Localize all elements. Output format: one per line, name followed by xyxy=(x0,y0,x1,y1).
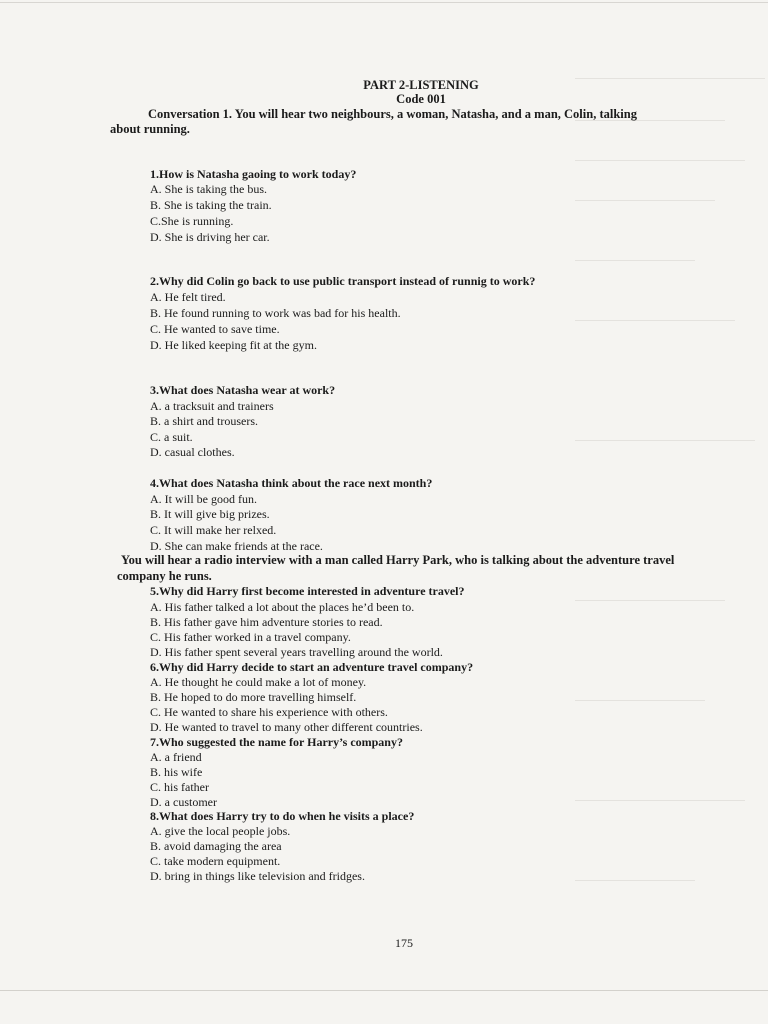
option-5c: C. His father worked in a travel company. xyxy=(150,630,351,644)
option-2a: A. He felt tired. xyxy=(150,290,226,304)
option-3c: C. a suit. xyxy=(150,430,193,444)
bottom-edge-line xyxy=(0,990,768,991)
option-3b: B. a shirt and trousers. xyxy=(150,414,258,428)
interview-intro: You will hear a radio interview with a man called Harry Park, who is talking about the adventure travel xyxy=(121,553,675,567)
option-5b: B. His father gave him adventure stories to read. xyxy=(150,615,383,629)
bleed-through-line xyxy=(575,200,715,201)
bleed-through-line xyxy=(575,260,695,261)
test-code: Code 001 xyxy=(396,92,446,106)
page-title: PART 2-LISTENING xyxy=(363,78,479,92)
option-5a: A. His father talked a lot about the places he’d been to. xyxy=(150,600,415,614)
question-4: 4.What does Natasha think about the race next month? xyxy=(150,476,433,490)
option-1a: A. She is taking the bus. xyxy=(150,182,267,196)
question-2: 2.Why did Colin go back to use public transport instead of runnig to work? xyxy=(150,274,536,288)
conversation-intro-cont: about running. xyxy=(110,122,190,136)
option-3a: A. a tracksuit and trainers xyxy=(150,399,274,413)
option-8a: A. give the local people jobs. xyxy=(150,824,291,838)
bleed-through-line xyxy=(575,600,725,601)
option-5d: D. His father spent several years travelling around the world. xyxy=(150,645,443,659)
option-1b: B. She is taking the train. xyxy=(150,198,272,212)
option-8b: B. avoid damaging the area xyxy=(150,839,282,853)
option-7b: B. his wife xyxy=(150,765,203,779)
option-4c: C. It will make her relxed. xyxy=(150,523,277,537)
conversation-intro: Conversation 1. You will hear two neighbours, a woman, Natasha, and a man, Colin, talking xyxy=(148,107,637,121)
question-8: 8.What does Harry try to do when he visits a place? xyxy=(150,809,415,823)
option-6a: A. He thought he could make a lot of money. xyxy=(150,675,367,689)
bleed-through-line xyxy=(575,880,695,881)
option-8c: C. take modern equipment. xyxy=(150,854,281,868)
bleed-through-line xyxy=(575,800,745,801)
option-4a: A. It will be good fun. xyxy=(150,492,257,506)
option-8d: D. bring in things like television and fridges. xyxy=(150,869,365,883)
question-3: 3.What does Natasha wear at work? xyxy=(150,383,336,397)
interview-intro-cont: company he runs. xyxy=(117,569,212,583)
option-1d: D. She is driving her car. xyxy=(150,230,270,244)
bleed-through-line xyxy=(575,160,745,161)
question-6: 6.Why did Harry decide to start an adventure travel company? xyxy=(150,660,474,674)
question-7: 7.Who suggested the name for Harry’s company? xyxy=(150,735,403,749)
bleed-through-line xyxy=(575,700,705,701)
option-7a: A. a friend xyxy=(150,750,202,764)
option-7d: D. a customer xyxy=(150,795,217,809)
option-2d: D. He liked keeping fit at the gym. xyxy=(150,338,317,352)
bleed-through-line xyxy=(575,320,735,321)
question-5: 5.Why did Harry first become interested in adventure travel? xyxy=(150,584,465,598)
bleed-through-line xyxy=(575,440,755,441)
option-3d: D. casual clothes. xyxy=(150,445,235,459)
option-6d: D. He wanted to travel to many other different countries. xyxy=(150,720,423,734)
page-number: 175 xyxy=(395,936,413,950)
option-7c: C. his father xyxy=(150,780,209,794)
option-6b: B. He hoped to do more travelling himself. xyxy=(150,690,357,704)
top-edge-line xyxy=(0,2,768,3)
option-2c: C. He wanted to save time. xyxy=(150,322,280,336)
question-1: 1.How is Natasha gaoing to work today? xyxy=(150,167,357,181)
option-6c: C. He wanted to share his experience with others. xyxy=(150,705,388,719)
option-1c: C.She is running. xyxy=(150,214,234,228)
option-4d: D. She can make friends at the race. xyxy=(150,539,323,553)
option-4b: B. It will give big prizes. xyxy=(150,507,270,521)
option-2b: B. He found running to work was bad for his health. xyxy=(150,306,401,320)
